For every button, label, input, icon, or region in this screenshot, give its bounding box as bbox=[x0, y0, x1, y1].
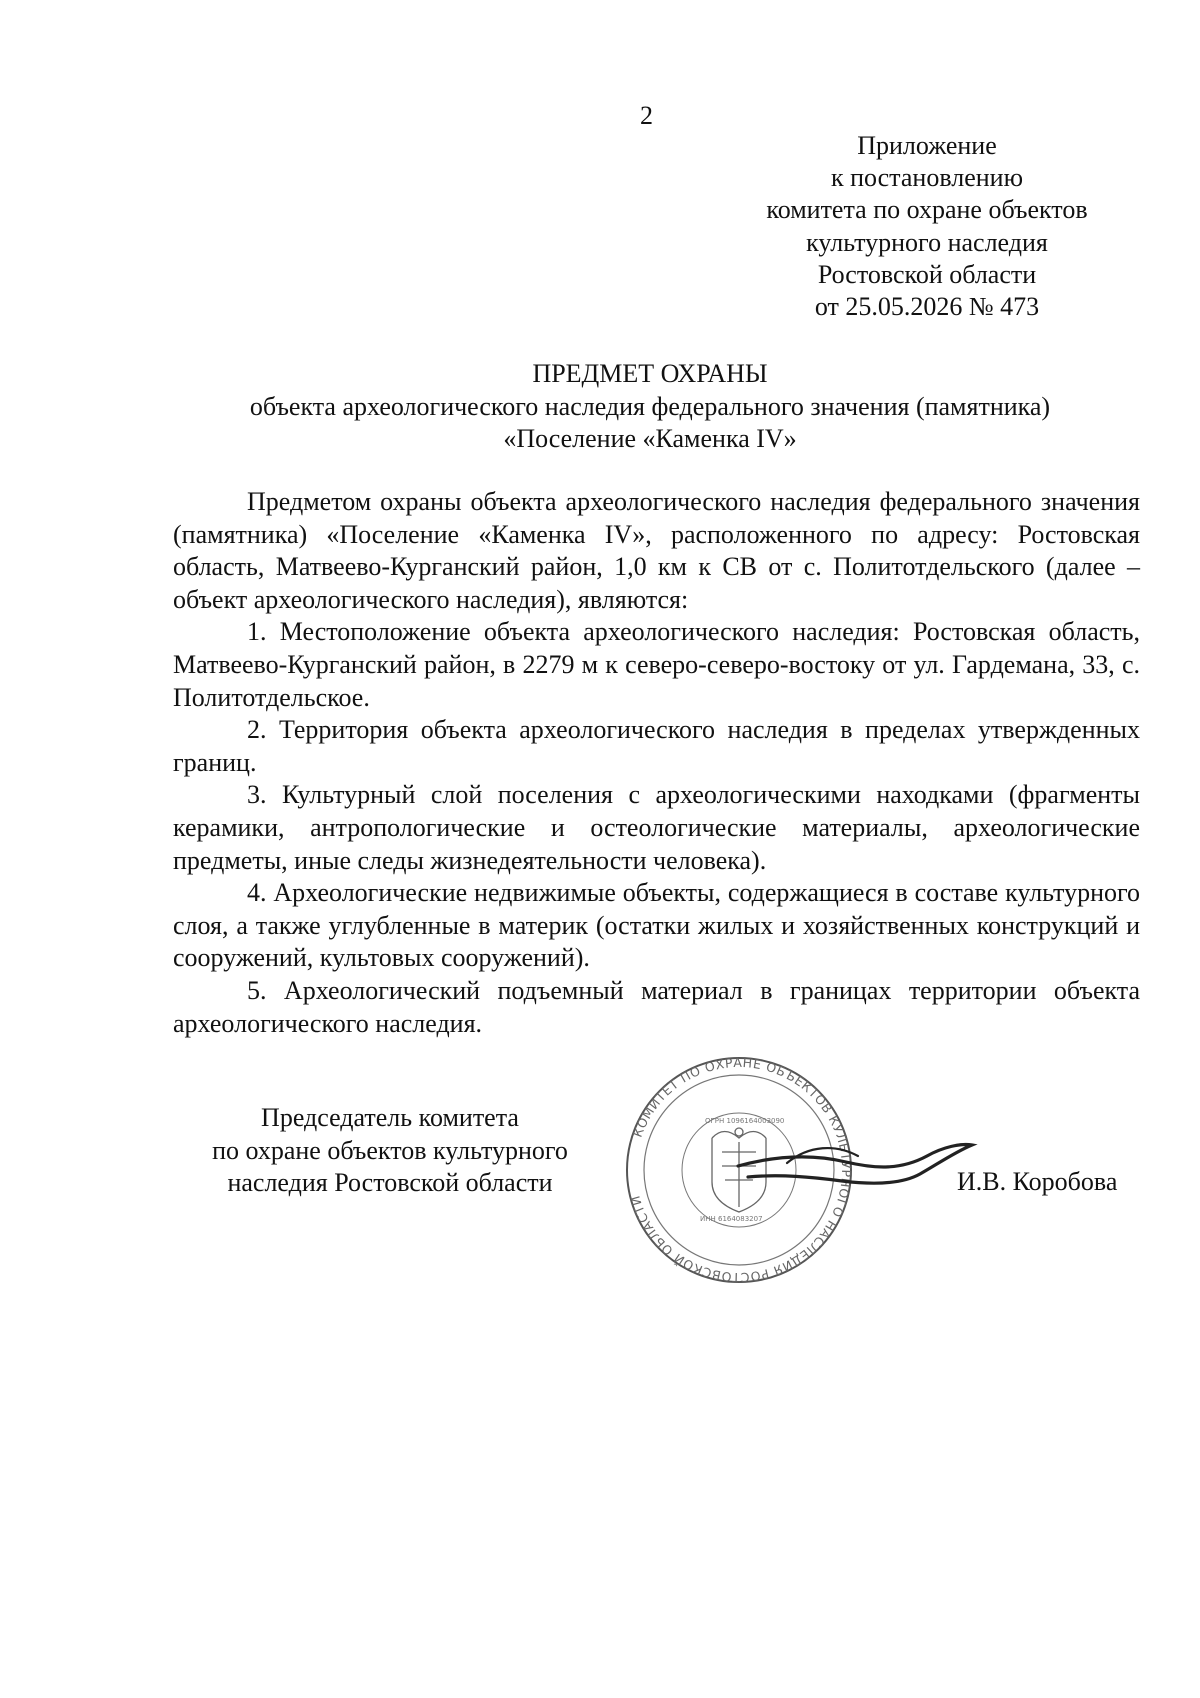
signatory-position bbox=[180, 1102, 600, 1200]
title-object-name: «Поселение «Каменка IV» bbox=[503, 424, 797, 453]
appendix-line: культурного наследия bbox=[806, 227, 1048, 257]
position-line: наследия Ростовской области bbox=[227, 1168, 553, 1197]
handwritten-signature bbox=[730, 1135, 980, 1195]
page-number: 2 bbox=[640, 101, 653, 130]
position-line: по охране объектов культурного bbox=[212, 1135, 568, 1165]
appendix-line: комитета по охране объектов bbox=[766, 195, 1088, 225]
document-title bbox=[160, 358, 1140, 456]
svg-text:ОГРН 1096164003090: ОГРН 1096164003090 bbox=[705, 1117, 785, 1125]
signatory-name: И.В. Коробова bbox=[957, 1167, 1118, 1196]
appendix-line: Приложение bbox=[857, 131, 997, 160]
svg-text:КОМИТЕТ ПО ОХРАНЕ ОБЪЕКТОВ КУЛ: КОМИТЕТ ПО ОХРАНЕ ОБЪЕКТОВ КУЛЬТУРНОГО НАСЛЕДИЯ РОСТОВСКОЙ ОБЛАСТИ bbox=[627, 1054, 855, 1286]
appendix-line: к постановлению bbox=[830, 163, 1024, 193]
position-line: Председатель комитета bbox=[261, 1103, 519, 1132]
item-cultural-layer: 3. Культурный слой поселения с археологическими находками (фрагменты керамики, антропологические и остеологические материалы, археологические предметы, иные следы жизнедеятельности человека). bbox=[173, 780, 1140, 875]
item-immovable-objects: 4. Археологические недвижимые объекты, содержащиеся в составе культурного слоя, а также углубленные в материк (остатки жилых и хозяйственных конструкций и сооружений, культовых сооружений). bbox=[173, 878, 1140, 973]
item-territory: 2. Территория объекта археологического наследия в пределах утвержденных границ. bbox=[173, 715, 1140, 777]
title-subtitle: объекта археологического наследия федерального значения (памятника) bbox=[249, 391, 1051, 421]
appendix-header bbox=[737, 130, 1117, 323]
item-surface-material: 5. Археологический подъемный материал в границах территории объекта археологического наследия. bbox=[173, 975, 1140, 1038]
item-location: 1. Местоположение объекта археологического наследия: Ростовская область, Матвеево-Курганский район, в 2279 м к северо-северо-востоку от ул. Гардемана, 33, с. Политотдельское. bbox=[173, 617, 1140, 712]
svg-text:ИНН 6164083207: ИНН 6164083207 bbox=[700, 1215, 763, 1223]
appendix-date-number: от 25.05.2026 № 473 bbox=[814, 292, 1040, 322]
appendix-line: Ростовской области bbox=[817, 259, 1037, 289]
title-heading: ПРЕДМЕТ ОХРАНЫ bbox=[532, 359, 768, 388]
intro-paragraph: Предметом охраны объекта археологического наследия федерального значения (памятника) «Поселение «Каменка IV», расположенного по адресу: Ростовская область, Матвеево-Курганский район, 1,0 км к СВ от с. Политотдельского (далее – объект археологического наследия), являются: bbox=[173, 487, 1140, 614]
document-body bbox=[173, 486, 1140, 1040]
